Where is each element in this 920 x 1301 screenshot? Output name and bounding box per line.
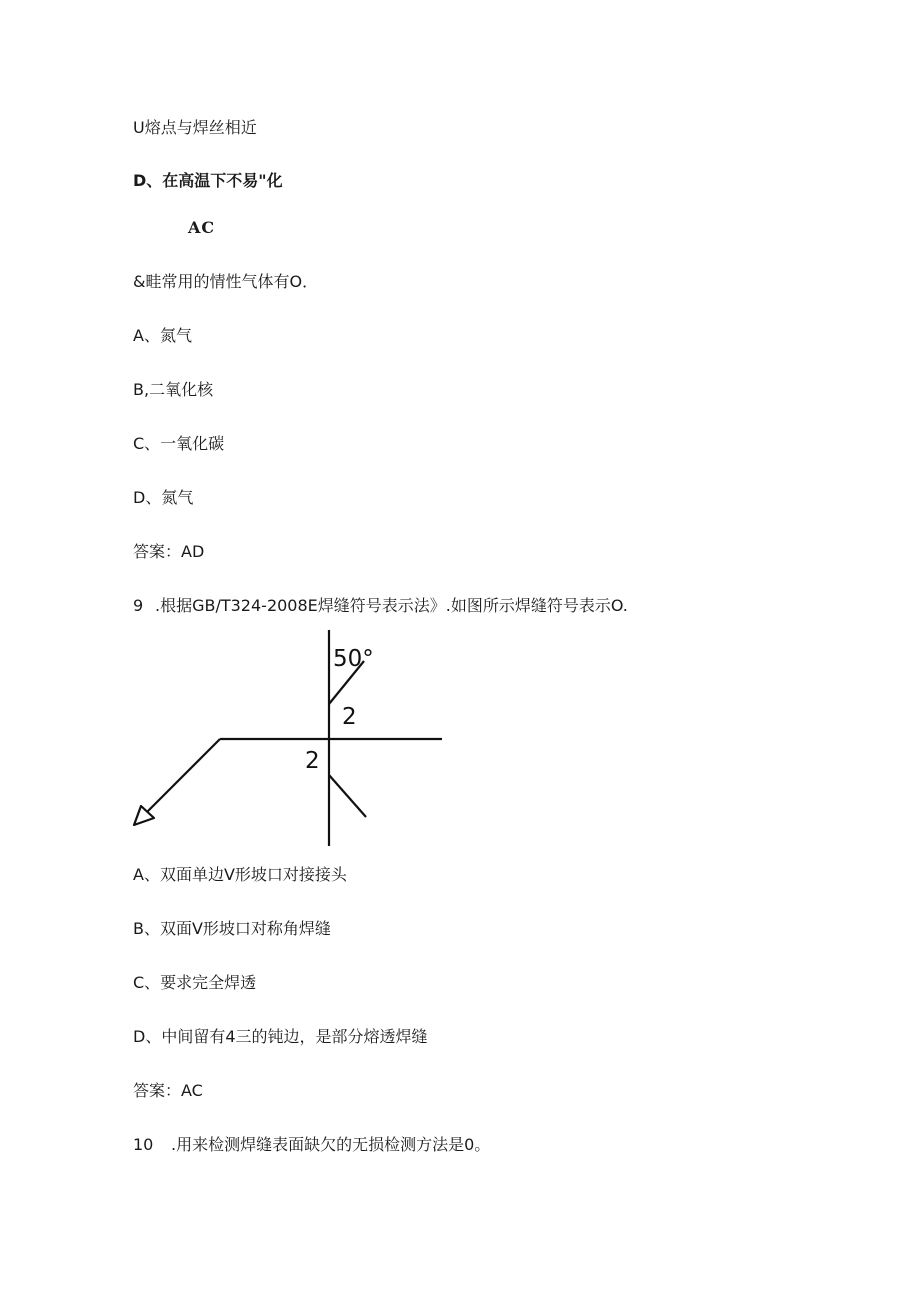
- question-8-answer: 答案：AD: [133, 542, 205, 561]
- question-8-option-d: D、氮气: [133, 488, 194, 507]
- question-8-option-a: A、氮气: [133, 326, 192, 345]
- upper-size-label: 2: [342, 704, 357, 730]
- question-9-option-d: D、中间留有4三的钝边，是部分熔透焊缝: [133, 1027, 428, 1046]
- question-9-stem-line: [133, 596, 628, 616]
- question-8-option-b: B,二氧化核: [133, 380, 214, 399]
- lower-size-label: 2: [305, 748, 320, 774]
- prev-answer-key: AC: [188, 218, 216, 237]
- weld-symbol-diagram: [128, 628, 448, 850]
- arrow-leader-line: [142, 739, 220, 817]
- question-8-stem: &畦常用的情性气体有O．: [133, 272, 319, 291]
- question-9-number: 9: [133, 596, 144, 615]
- question-9-answer: 答案：AC: [133, 1081, 203, 1100]
- prev-option-c: U熔点与焊丝相近: [133, 118, 257, 137]
- lower-bevel-line: [329, 775, 366, 817]
- question-10-stem: .用来检测焊缝表面缺欠的无损检测方法是0。: [171, 1135, 491, 1154]
- question-9-option-a: A、双面单边V形坡口对接接头: [133, 865, 347, 884]
- question-9-option-c: C、要求完全焊透: [133, 973, 257, 992]
- question-10-stem-line: [133, 1135, 490, 1155]
- question-9-option-b: B、双面V形坡口对称角焊缝: [133, 919, 331, 938]
- question-10-number: 10: [133, 1135, 154, 1154]
- angle-label: 50°: [333, 646, 374, 672]
- question-8-option-c: C、一氧化碳: [133, 434, 225, 453]
- question-9-stem: .根据GB/T324-2008E焊缝符号表示法》.如图所示焊缝符号表示O.: [155, 596, 628, 615]
- prev-option-d: D、在高温下不易"化: [133, 171, 283, 190]
